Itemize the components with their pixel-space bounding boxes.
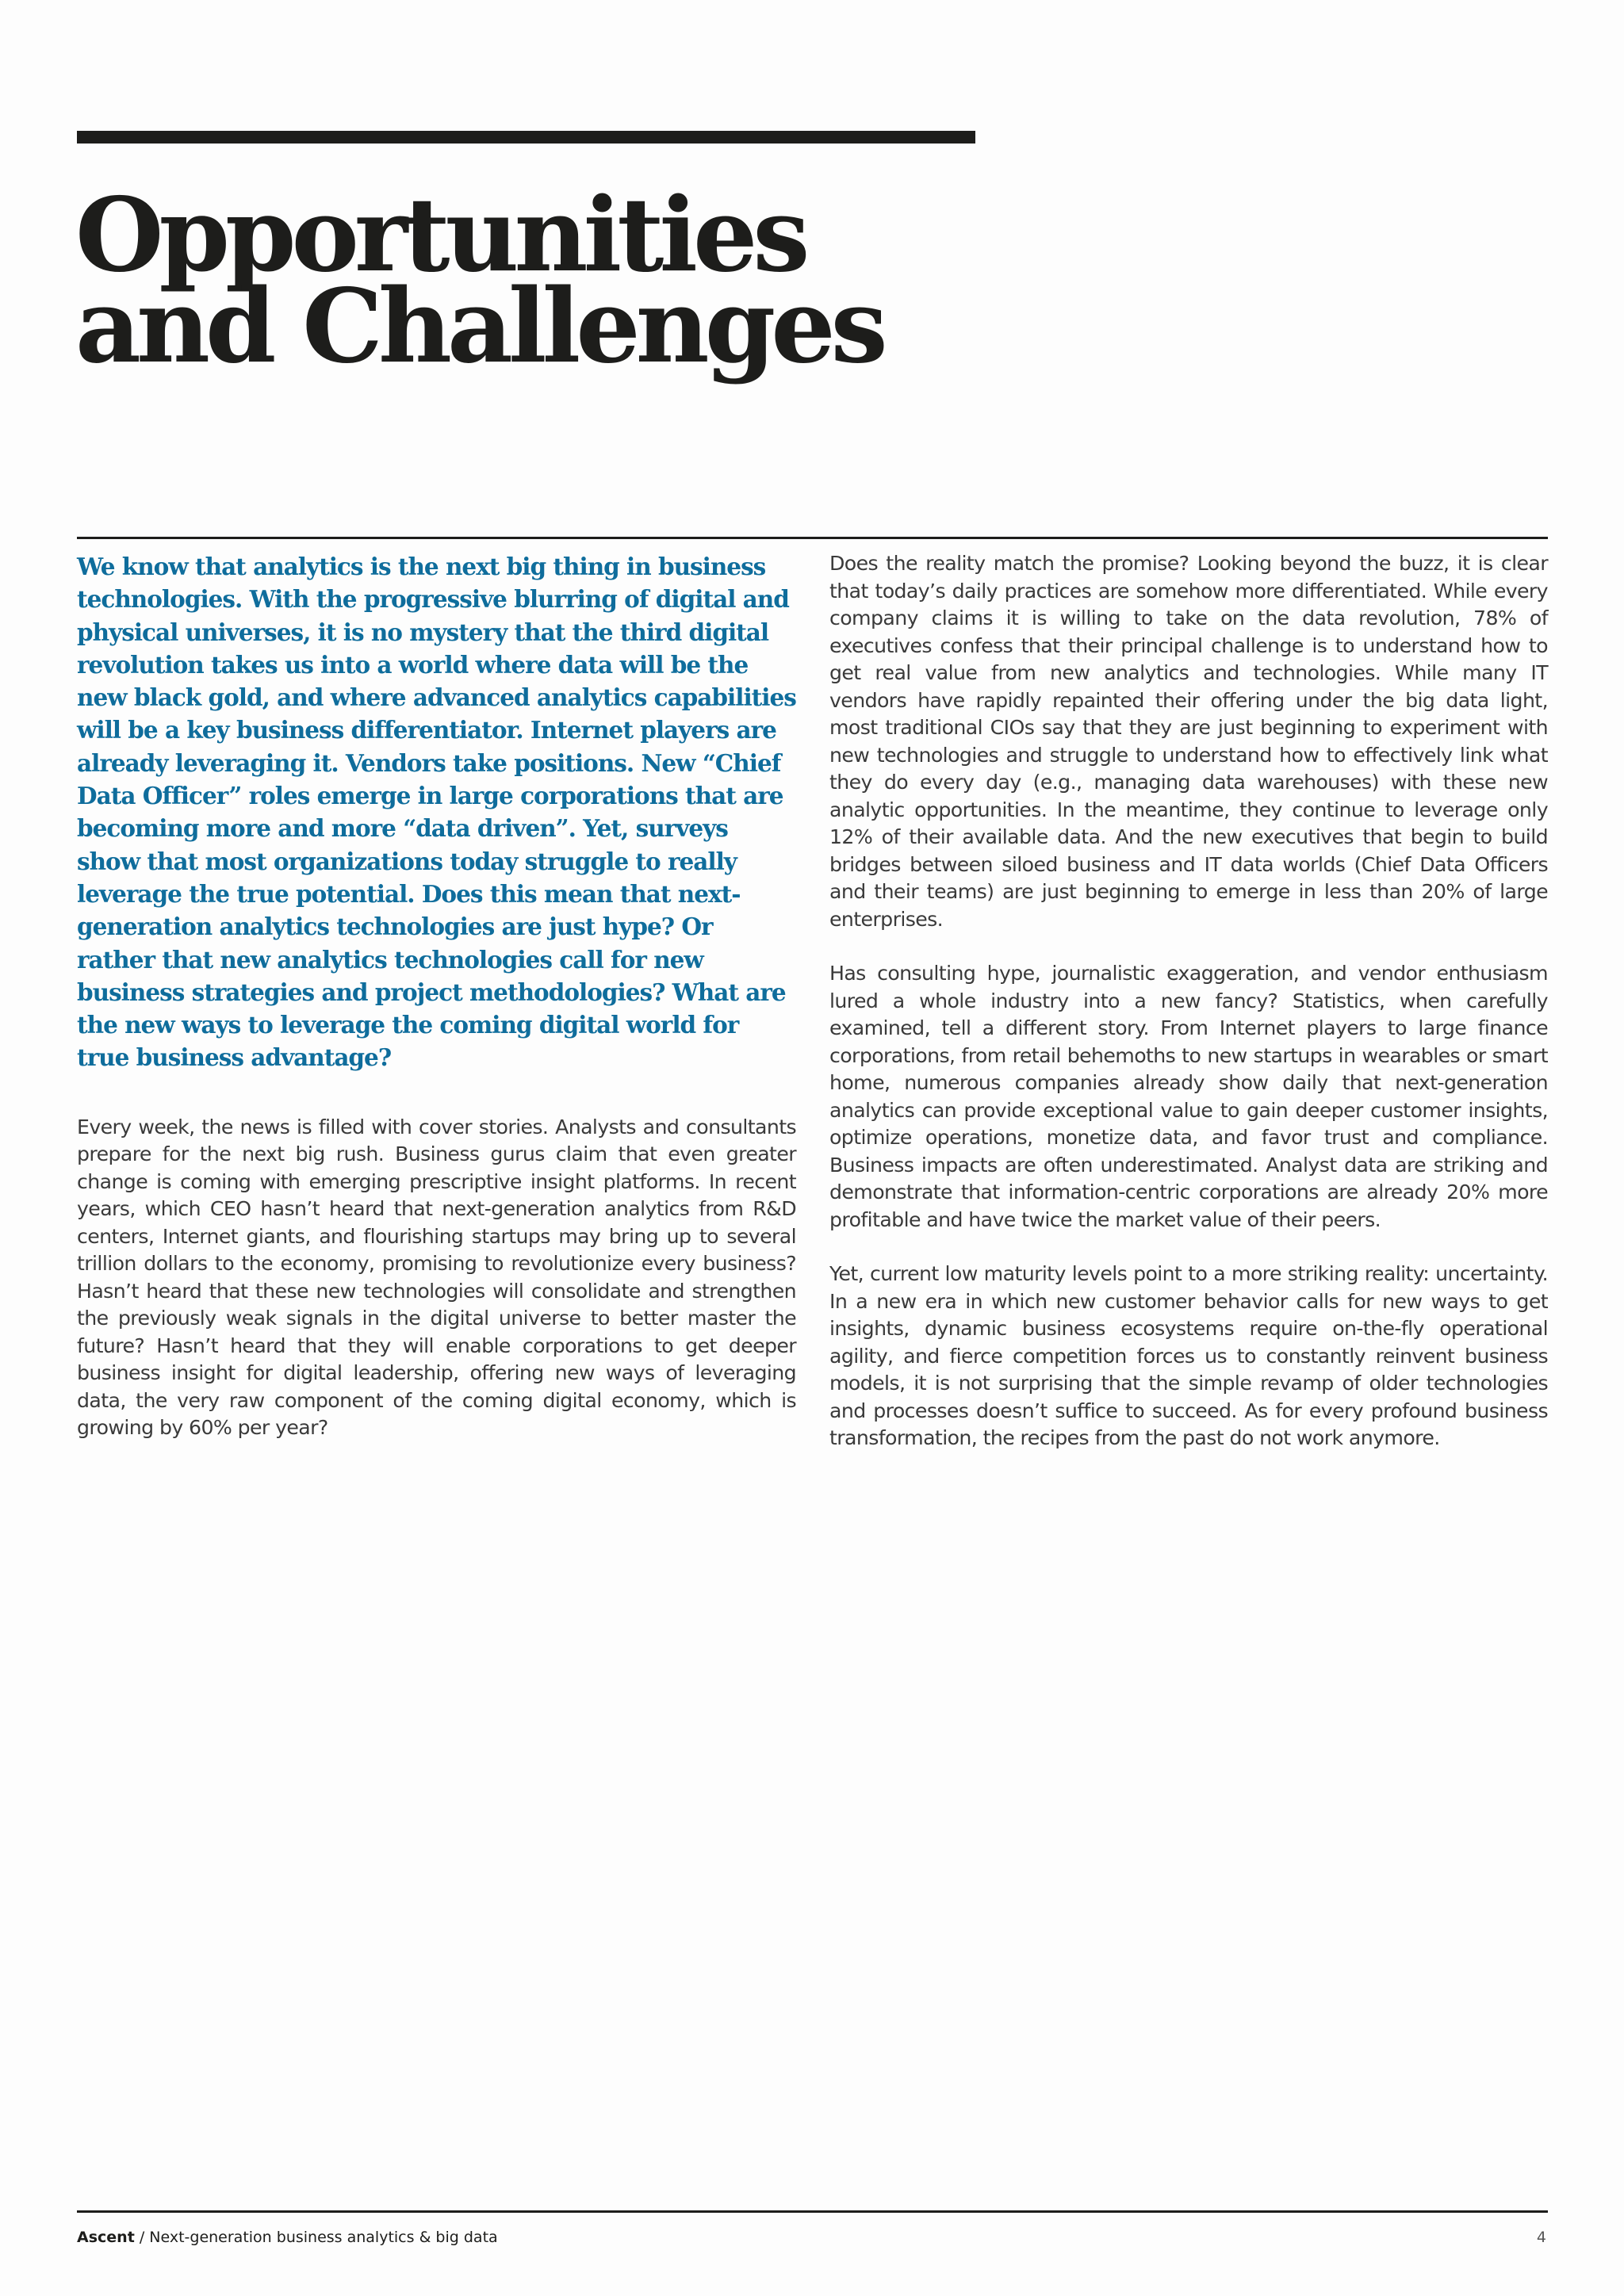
footer-subtitle: Next-generation business analytics & big data [149,2229,498,2246]
footer-rule [77,2210,1548,2213]
top-rule [77,131,975,144]
footer-brand: Ascent [77,2229,135,2246]
body-paragraph-right-1: Does the reality match the promise? Looking beyond the buzz, it is clear that today’s daily practices are somehow more differentiated. While every company claims it is willing to take on the data revolution, 78% of executives confess that their principal challenge is to understand how to get real value from new analytics and technologies. While many IT vendors have rapidly repainted their offering under the big data light, most traditional CIOs say that they are just beginning to experiment with new technologies and struggle to understand how to effectively link what they do every day (e.g., managing data warehouses) with these new analytic opportunities. In the meantime, they continue to leverage only 12% of their available data. And the new executives that begin to build bridges between siloed business and IT data worlds (Chief Data Officers and their teams) are just beginning to emerge in less than 20% of large enterprises. [829,552,1548,931]
footer-separator: / [134,2229,150,2246]
body-paragraph-right-3: Yet, current low maturity levels point to a more striking reality: uncertainty. In a new era in which new customer behavior calls for new ways to get insights, dynamic business ecosystems require on-the-fly operational agility, and fierce competition forces us to constantly reinvent business models, it is not surprising that the simple revamp of older technologies and processes doesn’t suffice to succeed. As for every profound business transformation, the recipes from the past do not work anymore. [829,1262,1548,1449]
right-column [829,550,1548,1452]
page-footer [77,2226,1548,2250]
left-column [77,550,796,1442]
body-paragraph-right-2: Has consulting hype, journalistic exaggeration, and vendor enthusiasm lured a whole industry into a new fancy? Statistics, when carefully examined, tell a different story. From Internet players to large finance corporations, from retail behemoths to new startups in wearables or smart home, numerous companies already show daily that next-generation analytics can provide exceptional value to gain deeper customer insights, optimize operations, monetize data, and favor trust and compliance. Business impacts are often underestimated. Analyst data are striking and demonstrate that information-centric corporations are already 20% more profitable and have twice the market value of their peers. [829,962,1548,1231]
lead-paragraph: We know that analytics is the next big thing in business technologies. With the progressive blurring of digital and physical universes, it is no mystery that the third digital revolution takes us into a world where data will be the new black gold, and where advanced analytics capabilities will be a key business differentiator. Internet players are already leveraging it. Vendors take positions. New “Chief Data Officer” roles emerge in large corporations that are becoming more and more “data driven”. Yet, surveys show that most organizations today struggle to really leverage the true potential. Does this mean that next-generation analytics technologies are just hype? Or rather that new analytics technologies call for new business strategies and project methodologies? What are the new ways to leverage the coming digital world for true business advantage? [77,553,796,1072]
section-divider [77,537,1548,539]
body-paragraph-left: Every week, the news is filled with cover stories. Analysts and consultants prepare for the next big rush. Business gurus claim that even greater change is coming with emerging prescriptive insight platforms. In recent years, which CEO hasn’t heard that next-generation analytics from R&D centers, Internet giants, and flourishing startups may bring up to several trillion dollars to the economy, promising to revolutionize every business? Hasn’t heard that these new technologies will consolidate and strengthen the previously weak signals in the digital universe to better master the future? Hasn’t heard that they will enable corporations to get deeper business insight for digital leadership, offering new ways of leveraging data, the very raw component of the coming digital economy, which is growing by 60% per year? [77,1115,796,1440]
page-title: Opportunities and Challenges [75,176,883,386]
page-number: 4 [1536,2229,1546,2246]
